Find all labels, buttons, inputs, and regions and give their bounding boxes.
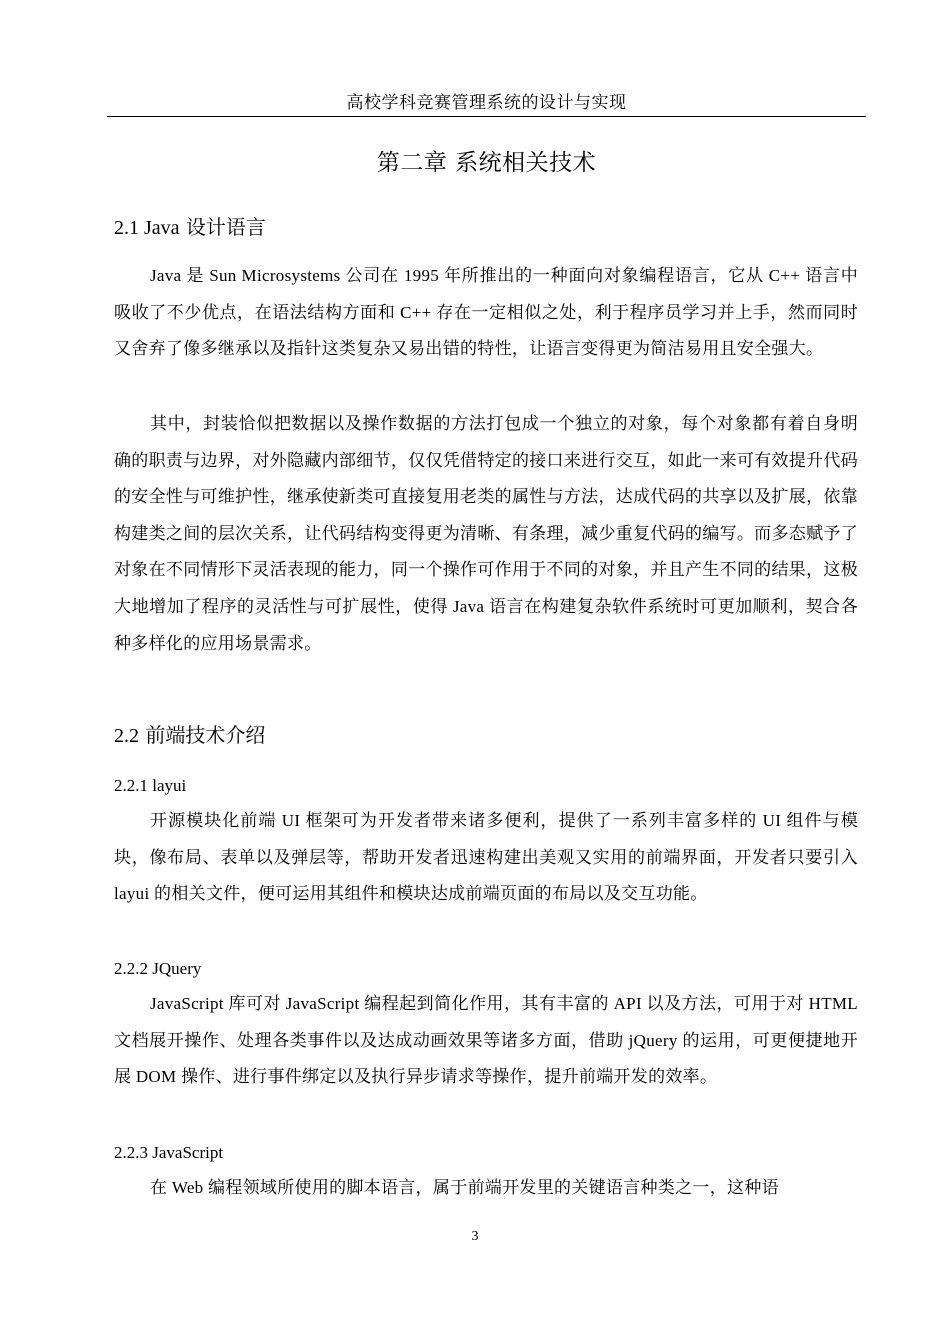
paragraph-java-oop: 其中，封装恰似把数据以及操作数据的方法打包成一个独立的对象，每个对象都有着自身明确的职责与边界，对外隐藏内部细节，仅仅凭借特定的接口来进行交互，如此一来可有效提升代码的安全性与可维护性，继承使新类可直接复用老类的属性与方法，达成代码的共享以及扩展，依靠构建类之间的层次关系，让代码结构变得更为清晰、有条理，减少重复代码的编写。而多态赋予了对象在不同情形下灵活表现的能力，同一个操作可作用于不同的对象，并且产生不同的结果，这极大地增加了程序的灵活性与可扩展性，使得 Java 语言在构建复杂软件系统时可更加顺利，契合各种多样化的应用场景需求。 xyxy=(114,414,858,653)
paragraph-java-intro: Java 是 Sun Microsystems 公司在 1995 年所推出的一种面向对象编程语言，它从 C++ 语言中吸收了不少优点，在语法结构方面和 C++ 存在一定相似之处，利于程序员学习并上手，然而同时又舍弃了像多继承以及指针这类复杂又易出错的特性，让语言变得更为简洁易用且安全强大。 xyxy=(114,266,858,359)
page-number: 3 xyxy=(471,1229,479,1244)
section-heading-2-1 xyxy=(114,212,266,243)
subsection-heading-jquery: 2.2.2 JQuery xyxy=(114,959,202,978)
section-heading-2-2 xyxy=(114,720,265,751)
section-heading-2-2-text: 前端技术介绍 xyxy=(139,723,266,747)
subsection-heading-layui: 2.2.1 layui xyxy=(114,776,187,795)
section-heading-2-1-text: 设计语言 xyxy=(179,215,266,239)
paragraph-javascript: 在 Web 编程领域所使用的脚本语言，属于前端开发里的关键语言种类之一，这种语 xyxy=(150,1178,779,1197)
paragraph-layui: 开源模块化前端 UI 框架可为开发者带来诸多便利，提供了一系列丰富多样的 UI 组件与模块，像布局、表单以及弹层等，帮助开发者迅速构建出美观又实用的前端界面，开发者只要引入 layui 的相关文件，便可运用其组件和模块达成前端页面的布局以及交互功能。 xyxy=(114,811,858,904)
running-header: 高校学科竞赛管理系统的设计与实现 xyxy=(107,90,866,117)
subsection-heading-javascript: 2.2.3 JavaScript xyxy=(114,1143,224,1162)
chapter-title: 第二章 系统相关技术 xyxy=(376,150,597,176)
section-heading-2-1-number: 2.1 Java xyxy=(114,217,180,239)
section-heading-2-2-number: 2.2 xyxy=(114,725,139,747)
paragraph-jquery: JavaScript 库可对 JavaScript 编程起到简化作用，其有丰富的 API 以及方法，可用于对 HTML 文档展开操作、处理各类事件以及达成动画效果等诸多方面，借助 jQuery 的运用，可更便捷地开展 DOM 操作、进行事件绑定以及执行异步请求等操作，提升前端开发的效率。 xyxy=(114,994,858,1087)
